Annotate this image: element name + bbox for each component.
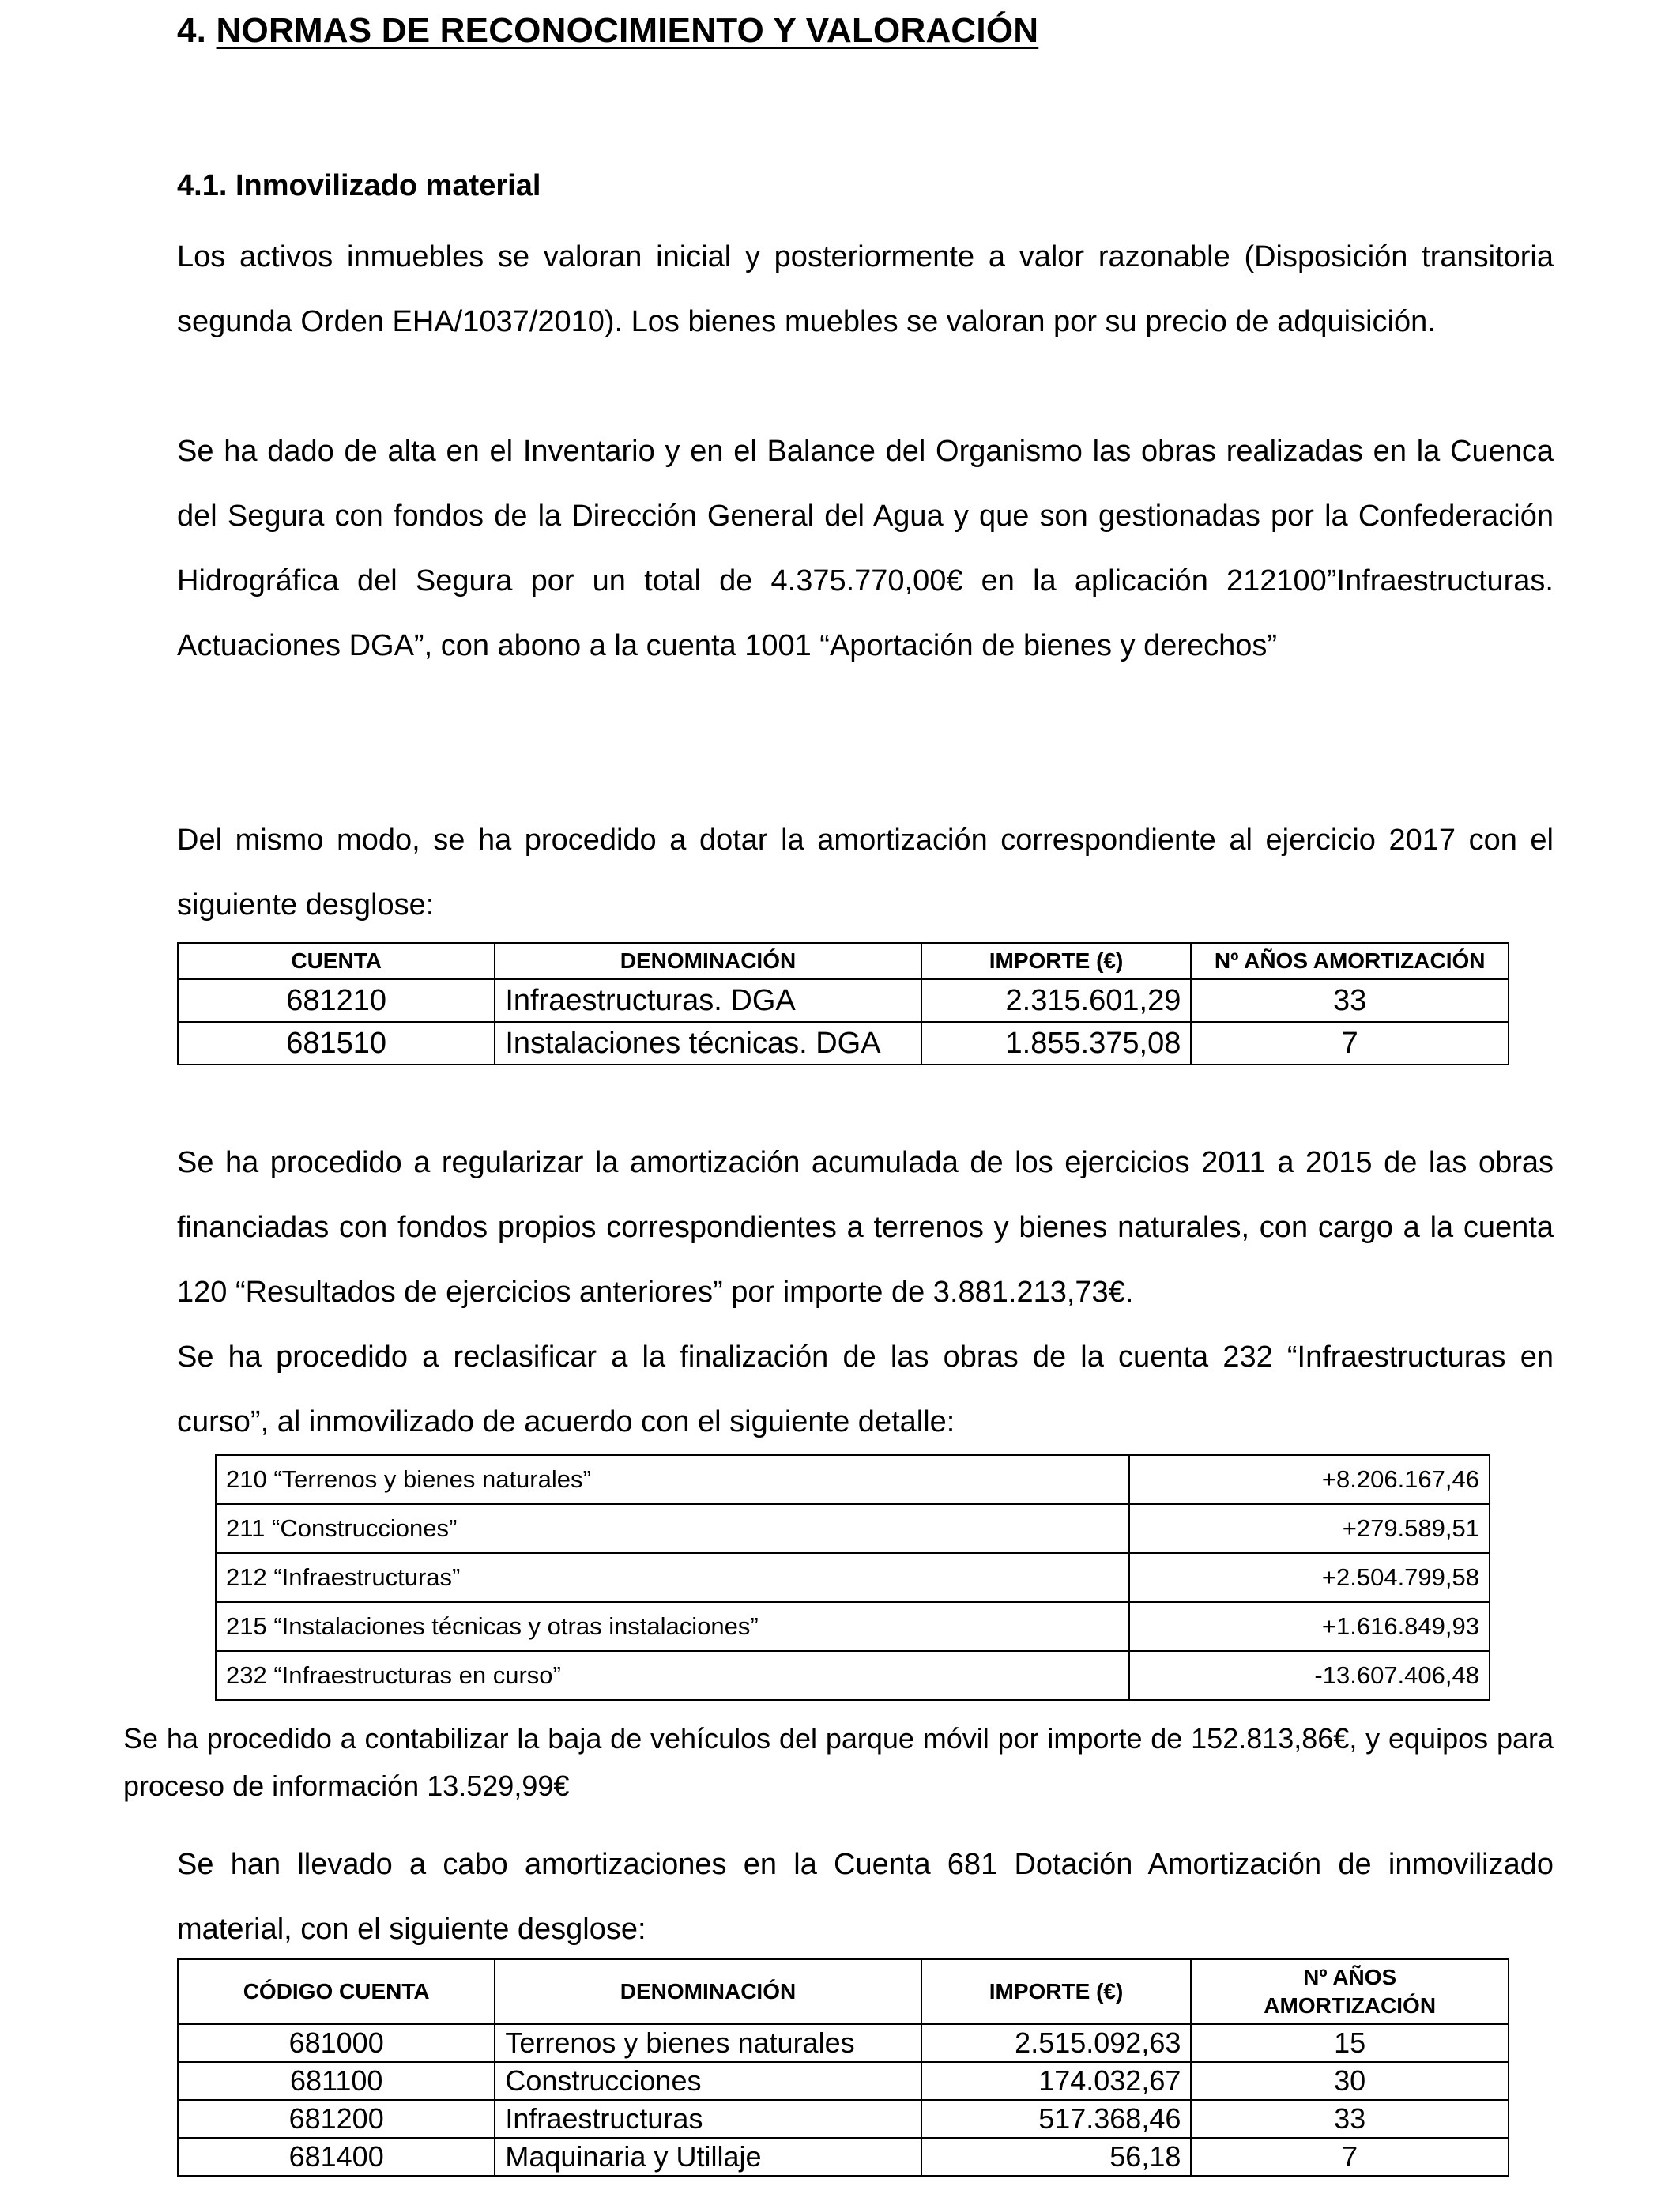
table-header-row bbox=[178, 1959, 1509, 2024]
table-row bbox=[178, 2138, 1509, 2176]
account-cell: 212 “Infraestructuras” bbox=[216, 1553, 1129, 1602]
table-row bbox=[178, 2100, 1509, 2138]
years-cell: 33 bbox=[1191, 979, 1509, 1022]
denomination-cell: Construcciones bbox=[495, 2062, 921, 2100]
years-cell: 30 bbox=[1191, 2062, 1509, 2100]
amount-cell: +1.616.849,93 bbox=[1129, 1602, 1490, 1651]
paragraph-amortization-intro: Del mismo modo, se ha procedido a dotar la amortización correspondiente al ejercicio 2017 con el siguiente desglose: bbox=[177, 824, 1554, 922]
years-cell: 33 bbox=[1191, 2100, 1509, 2138]
account-cell: 681000 bbox=[178, 2024, 495, 2062]
years-cell: 7 bbox=[1191, 2138, 1509, 2176]
column-header-line: Nº AÑOS bbox=[1303, 1965, 1397, 1989]
account-cell: 681200 bbox=[178, 2100, 495, 2138]
denomination-cell: Maquinaria y Utillaje bbox=[495, 2138, 921, 2176]
column-header: CUENTA bbox=[178, 943, 495, 979]
paragraph-inventory: Se ha dado de alta en el Inventario y en el Balance del Organismo las obras realizadas en la Cuenca del Segura con fondos de la Dirección General del Agua y que son gestionadas por la Confederación Hidrográfica del Segura por un total de 4.375.770,00€ en la aplicación 212100”Infraestructuras. Actuaciones DGA”, con abono a la cuenta 1001 “Aportación de bienes y derechos” bbox=[177, 435, 1554, 662]
amount-cell: 2.315.601,29 bbox=[921, 979, 1192, 1022]
reclassification-table bbox=[215, 1454, 1490, 1701]
amount-cell: 517.368,46 bbox=[921, 2100, 1192, 2138]
amount-cell: 2.515.092,63 bbox=[921, 2024, 1192, 2062]
account-cell: 215 “Instalaciones técnicas y otras instalaciones” bbox=[216, 1602, 1129, 1651]
amount-cell: 1.855.375,08 bbox=[921, 1022, 1192, 1065]
column-header bbox=[1191, 1959, 1509, 2024]
account-cell: 681100 bbox=[178, 2062, 495, 2100]
paragraph-regularization: Se ha procedido a regularizar la amortización acumulada de los ejercicios 2011 a 2015 de las obras financiadas con fondos propios correspondientes a terrenos y bienes naturales, con cargo a la cuenta 120 “Resultados de ejercicios anteriores” por importe de 3.881.213,73€. bbox=[177, 1146, 1554, 1309]
account-cell: 232 “Infraestructuras en curso” bbox=[216, 1651, 1129, 1700]
section-heading bbox=[177, 11, 1038, 51]
account-cell: 681210 bbox=[178, 979, 495, 1022]
amount-cell: 174.032,67 bbox=[921, 2062, 1192, 2100]
section-number: 4. bbox=[177, 11, 207, 50]
amortization-681-table bbox=[177, 1958, 1509, 2177]
paragraph-account-681: Se han llevado a cabo amortizaciones en la Cuenta 681 Dotación Amortización de inmovilizado material, con el siguiente desglose: bbox=[177, 1848, 1554, 1946]
table-row bbox=[216, 1504, 1490, 1553]
section-title: NORMAS DE RECONOCIMIENTO Y VALORACIÓN bbox=[216, 11, 1039, 50]
table-row bbox=[216, 1651, 1490, 1700]
column-header: IMPORTE (€) bbox=[921, 1959, 1192, 2024]
denomination-cell: Terrenos y bienes naturales bbox=[495, 2024, 921, 2062]
column-header-line: AMORTIZACIÓN bbox=[1264, 1993, 1437, 2018]
table-row bbox=[216, 1602, 1490, 1651]
subsection-heading: 4.1. Inmovilizado material bbox=[177, 169, 541, 202]
table-row bbox=[178, 2062, 1509, 2100]
table-row bbox=[178, 1022, 1509, 1065]
account-cell: 211 “Construcciones” bbox=[216, 1504, 1129, 1553]
table-row bbox=[216, 1455, 1490, 1504]
table-row bbox=[178, 979, 1509, 1022]
paragraph-reclassification: Se ha procedido a reclasificar a la finalización de las obras de la cuenta 232 “Infraestructuras en curso”, al inmovilizado de acuerdo con el siguiente detalle: bbox=[177, 1340, 1554, 1438]
years-cell: 7 bbox=[1191, 1022, 1509, 1065]
column-header: DENOMINACIÓN bbox=[495, 1959, 921, 2024]
account-cell: 681510 bbox=[178, 1022, 495, 1065]
paragraph-disposals: Se ha procedido a contabilizar la baja de vehículos del parque móvil por importe de 152.813,86€, y equipos para proceso de información 13.529,99€ bbox=[123, 1722, 1554, 1802]
table-row bbox=[178, 2024, 1509, 2062]
amount-cell: +8.206.167,46 bbox=[1129, 1455, 1490, 1504]
column-header: CÓDIGO CUENTA bbox=[178, 1959, 495, 2024]
amortization-dga-table bbox=[177, 942, 1509, 1065]
years-cell: 15 bbox=[1191, 2024, 1509, 2062]
denomination-cell: Infraestructuras. DGA bbox=[495, 979, 921, 1022]
amount-cell: 56,18 bbox=[921, 2138, 1192, 2176]
column-header: Nº AÑOS AMORTIZACIÓN bbox=[1191, 943, 1509, 979]
table-header-row bbox=[178, 943, 1509, 979]
paragraph-valuation: Los activos inmuebles se valoran inicial y posteriormente a valor razonable (Disposición transitoria segunda Orden EHA/1037/2010). Los bienes muebles se valoran por su precio de adquisición. bbox=[177, 240, 1554, 338]
denomination-cell: Infraestructuras bbox=[495, 2100, 921, 2138]
column-header: DENOMINACIÓN bbox=[495, 943, 921, 979]
amount-cell: +2.504.799,58 bbox=[1129, 1553, 1490, 1602]
amount-cell: -13.607.406,48 bbox=[1129, 1651, 1490, 1700]
account-cell: 210 “Terrenos y bienes naturales” bbox=[216, 1455, 1129, 1504]
account-cell: 681400 bbox=[178, 2138, 495, 2176]
column-header: IMPORTE (€) bbox=[921, 943, 1192, 979]
denomination-cell: Instalaciones técnicas. DGA bbox=[495, 1022, 921, 1065]
amount-cell: +279.589,51 bbox=[1129, 1504, 1490, 1553]
table-row bbox=[216, 1553, 1490, 1602]
